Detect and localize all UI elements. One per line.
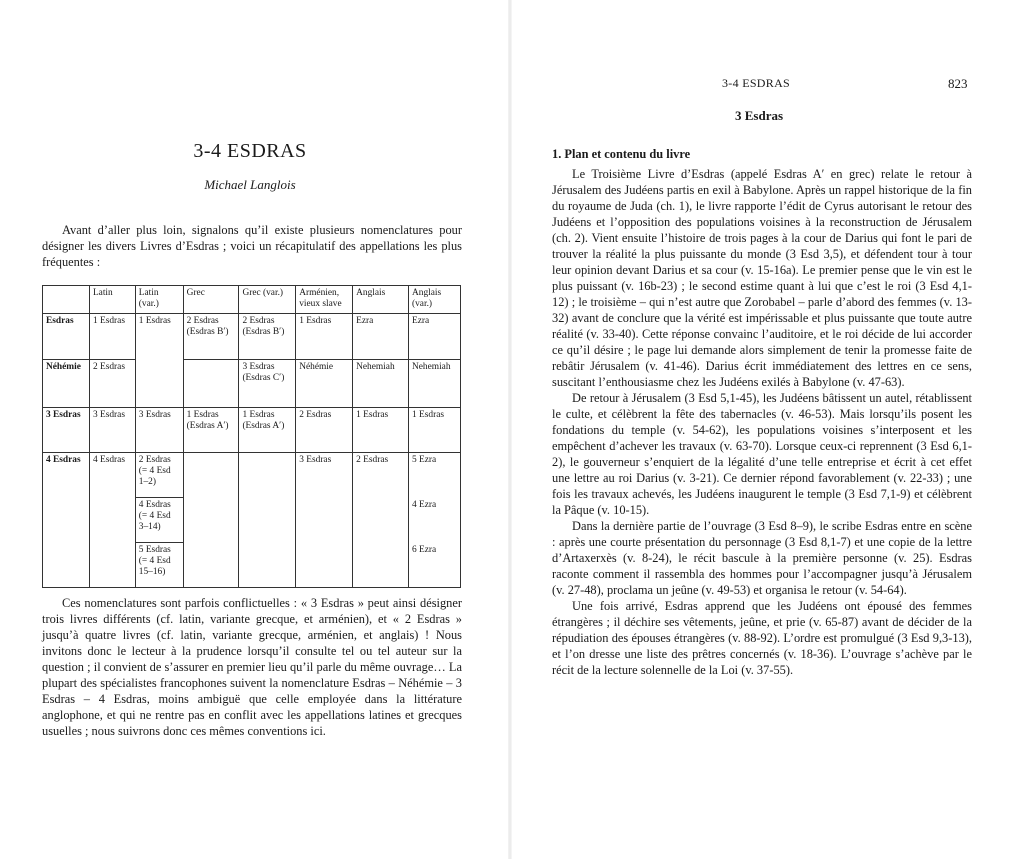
right-body-text xyxy=(552,166,972,678)
table-cell: 3 Esdras xyxy=(135,408,183,453)
table-cell: 2 Esdras xyxy=(353,453,409,588)
table-cell: 3 Esdras (Esdras C′) xyxy=(239,360,296,408)
after-table-paragraph: Ces nomenclatures sont parfois conflictuelles : « 3 Esdras » peut ainsi désigner trois livres différents (cf. latin, variante grecque, et arménien), et « 2 Esdras » jusqu’à quatre livres (cf. latin, variante grecque, arménien, et anglais) ! Nous invitons donc le lecteur à la prudence lorsqu’il consulte tel ou tel auteur sur la question ; il convient de s’assurer en premier lieu qu’il parle du même ouvrage… La plupart des spécialistes francophones suivent la nomenclature Esdras – Néhémie – 3 Esdras – 4 Esdras, moins ambiguë que celle employée dans la littérature anglophone, et qui ne rentre pas en conflit avec les appellations latines et grecques usuelles ; nous suivrons donc ces mêmes conventions ici. xyxy=(42,596,462,738)
table-cell: Nehemiah xyxy=(353,360,409,408)
table-corner-cell xyxy=(43,286,90,314)
table-cell: 3 Esdras xyxy=(296,453,353,588)
section-title: 3 Esdras xyxy=(735,108,784,123)
table-cell: 2 Esdras xyxy=(89,360,135,408)
chapter-author: Michael Langlois xyxy=(204,177,296,192)
table-cell: 4 Esdras (= 4 Esd 3–14) xyxy=(135,498,183,543)
body-paragraph: De retour à Jérusalem (3 Esd 5,1-45), les Judéens bâtissent un autel, rétablissent le culte, et célèbrent la fête des tabernacles (v. 46-53). Mais lorsqu’ils posent les fondations du temple (v. 54-62), les populations voisines s’interposent et les empêchent d’achever les travaux (v. 63-70). Lorsque ceux-ci reprennent (3 Esd 6,1-2), le gouverneur s’enquiert de la légalité d’une telle entreprise et écrit à cet effet une lettre au roi Darius (v. 3-21). Ce dernier répond favorablement (v. 22-33) ; une fois les travaux achevés, les Judéens inaugurent le temple (3 Esd 7,1-9) et célèbrent la Pâque (v. 10-15). xyxy=(552,391,972,517)
table-cell: 4 Ezra xyxy=(409,498,461,543)
table-cell: 4 Esdras xyxy=(89,453,135,588)
row-header: 3 Esdras xyxy=(43,408,90,453)
col-header-latin: Latin xyxy=(89,286,135,314)
table-cell xyxy=(183,360,239,408)
table-cell: 1 Esdras (Esdras A′) xyxy=(239,408,296,453)
table-cell: Néhémie xyxy=(296,360,353,408)
table-cell: Nehemiah xyxy=(409,360,461,408)
col-header-latin-var: Latin (var.) xyxy=(135,286,183,314)
table-cell: 2 Esdras xyxy=(296,408,353,453)
col-header-grec: Grec xyxy=(183,286,239,314)
col-header-grec-var: Grec (var.) xyxy=(239,286,296,314)
table-cell: 5 Ezra xyxy=(409,453,461,498)
intro-block xyxy=(42,222,462,270)
chapter-title: 3-4 ESDRAS xyxy=(193,140,307,162)
table-cell: Ezra xyxy=(409,314,461,360)
table-cell: Ezra xyxy=(353,314,409,360)
table-cell: 2 Esdras (Esdras B′) xyxy=(183,314,239,360)
nomenclature-table xyxy=(42,285,461,588)
subsection-heading: 1. Plan et contenu du livre xyxy=(552,147,691,161)
table-row-3-esdras xyxy=(43,408,461,453)
table-cell xyxy=(239,453,296,588)
table-cell xyxy=(135,360,183,408)
page-number: 823 xyxy=(948,76,968,91)
col-header-anglais: Anglais xyxy=(353,286,409,314)
table-cell: 1 Esdras xyxy=(135,314,183,360)
table-row-esdras xyxy=(43,314,461,360)
row-header: Néhémie xyxy=(43,360,90,408)
body-paragraph: Dans la dernière partie de l’ouvrage (3 Esd 8–9), le scribe Esdras entre en scène : après une courte présentation du personnage (3 Esd 8,1-7) et une copie de la lettre d’Artaxerxès (v. 8-24), le récit bascule à la première personne (v. 25). Esdras raconte comment il rassembla des hommes pour l’accompagner jusqu’à Jérusalem (v. 27-48), proclama un jeûne (v. 49-53) et organisa le retour (v. 54-64). xyxy=(552,519,972,597)
body-paragraph: Le Troisième Livre d’Esdras (appelé Esdras A′ en grec) relate le retour à Jérusalem des Judéens partis en exil à Babylone. Après un rappel historique de la fin du royaume de Juda (ch. 1), le livre rapporte l’édit de Cyrus autorisant le retour des Judéens et l’opposition des populations voisines à la reconstruction de Jérusalem (ch. 2). Vient ensuite l’histoire de trois pages à la cour de Darius qui font le pari de trouver la réalité la plus puissante du monde (3 Esd 3,5), et défendent tour à tour leur opinion devant Darius et sa cour (v. 15-16a). Le premier pense que le vin est le plus puissant (v. 16b-23) ; le second estime quant à lui que c’est le roi (3 Esd 4,1-12) ; le troisième – qui n’est autre que Zorobabel – parle d’abord des femmes (v. 13-32) avant de conclure que la vérité est impérissable et plus puissante que toute autre réalité (v. 33-40). Cette réponse convainc l’auditoire, et le roi décide de lui accorder ce qu’il désire ; le page lui demande alors simplement de tenir la promesse faite de rebâtir Jérusalem (v. 41-46). Darius écrit immédiatement des lettres en ce sens, suscitant l’enthousiasme chez les Judéens exilés à Babylone (v. 47-63). xyxy=(552,167,972,389)
table-cell: 1 Esdras xyxy=(409,408,461,453)
running-head: 3-4 ESDRAS xyxy=(722,76,791,90)
after-table-block xyxy=(42,595,462,739)
table-cell: 1 Esdras xyxy=(353,408,409,453)
table-cell: 5 Esdras (= 4 Esd 15–16) xyxy=(135,543,183,588)
table-cell: 1 Esdras xyxy=(89,314,135,360)
row-header: Esdras xyxy=(43,314,90,360)
table-cell xyxy=(183,453,239,588)
table-cell: 2 Esdras (Esdras B′) xyxy=(239,314,296,360)
intro-paragraph: Avant d’aller plus loin, signalons qu’il existe plusieurs nomenclatures pour désigner les divers Livres d’Esdras ; voici un récapitulatif des appellations les plus fréquentes : xyxy=(42,223,462,269)
table-cell: 1 Esdras (Esdras A′) xyxy=(183,408,239,453)
table-cell: 2 Esdras (= 4 Esd 1–2) xyxy=(135,453,183,498)
body-paragraph: Une fois arrivé, Esdras apprend que les Judéens ont épousé des femmes étrangères ; il déchire ses vêtements, jeûne, et prie (v. 65-87) avant de décider de la répudiation des épouses étrangères (v. 88-92). L’ordre est promulgué (3 Esd 9,3-13), et l’on dresse une liste des prêtres concernés (v. 18-36). L’ouvrage s’achève par le récit de la lecture solennelle de la Loi (v. 37-55). xyxy=(552,599,972,677)
table-row-nehemie xyxy=(43,360,461,408)
col-header-anglais-var: Anglais (var.) xyxy=(409,286,461,314)
table-cell: 6 Ezra xyxy=(409,543,461,588)
table-row-4-esdras xyxy=(43,453,461,498)
col-header-armenien: Arménien, vieux slave xyxy=(296,286,353,314)
table-cell: 1 Esdras xyxy=(296,314,353,360)
table-cell: 3 Esdras xyxy=(89,408,135,453)
table-header-row xyxy=(43,286,461,314)
row-header: 4 Esdras xyxy=(43,453,90,588)
